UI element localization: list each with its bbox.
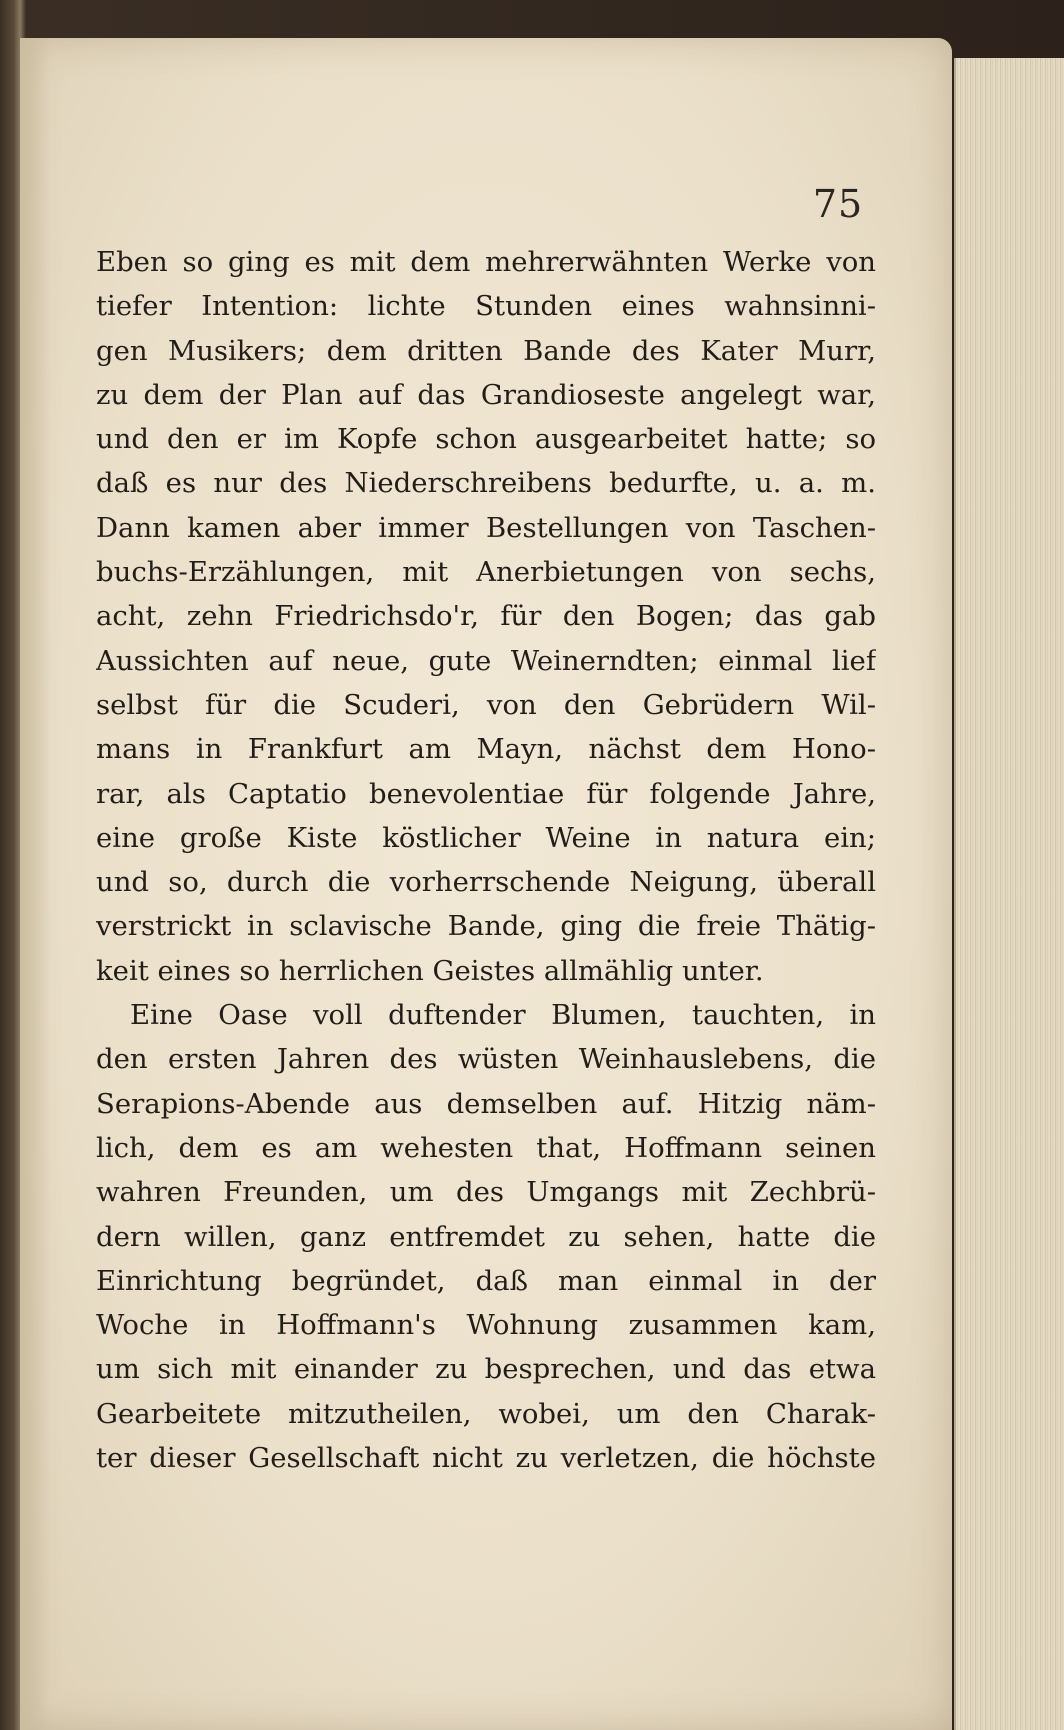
text-line: Dann kamen aber immer Bestellungen von Taschen- [96, 511, 876, 544]
text-line: ter dieser Gesellschaft nicht zu verletzen, die höchste [96, 1442, 876, 1475]
page-edges [954, 58, 1064, 1730]
text-line: Eine Oase voll duftender Blumen, tauchten, in [130, 999, 876, 1032]
text-line: rar, als Captatio benevolentiae für folgende Jahre, [96, 777, 876, 810]
text-line: daß es nur des Niederschreibens bedurfte, u. a. m. [96, 467, 876, 500]
text-line: selbst für die Scuderi, von den Gebrüdern Wil- [96, 688, 876, 721]
text-line: mans in Frankfurt am Mayn, nächst dem Hono- [96, 733, 876, 766]
text-line: buchs-Erzählungen, mit Anerbietungen von sechs, [96, 556, 876, 589]
text-line: keit eines so herrlichen Geistes allmählig unter. [96, 954, 764, 987]
text-line: eine große Kiste köstlicher Weine in natura ein; [96, 821, 876, 854]
text-line: Aussichten auf neue, gute Weinerndten; einmal lief [96, 644, 876, 677]
page-number: 75 [812, 182, 864, 226]
text-line: Woche in Hoffmann's Wohnung zusammen kam, [96, 1309, 876, 1342]
text-line: zu dem der Plan auf das Grandioseste angelegt war, [96, 378, 876, 411]
text-line: dern willen, ganz entfremdet zu sehen, hatte die [96, 1220, 876, 1253]
text-line: wahren Freunden, um des Umgangs mit Zechbrü- [96, 1176, 876, 1209]
page-gutter [20, 38, 50, 1730]
text-line: gen Musikers; dem dritten Bande des Kater Murr, [96, 334, 876, 367]
body-text [96, 240, 876, 1480]
text-line: Gearbeitete mitzutheilen, wobei, um den Charak- [96, 1397, 876, 1430]
text-line: und den er im Kopfe schon ausgearbeitet hatte; so [96, 423, 876, 456]
text-line: acht, zehn Friedrichsdo'r, für den Bogen; das gab [96, 600, 876, 633]
text-line: den ersten Jahren des wüsten Weinhauslebens, die [96, 1043, 876, 1076]
text-line: Eben so ging es mit dem mehrerwähnten Werke von [96, 246, 876, 278]
text-line: lich, dem es am wehesten that, Hoffmann seinen [96, 1131, 876, 1164]
text-line: Serapions-Abende aus demselben auf. Hitzig näm- [96, 1087, 876, 1120]
text-line: Einrichtung begründet, daß man einmal in der [96, 1264, 876, 1297]
text-line: verstrickt in sclavische Bande, ging die freie Thätig- [96, 910, 876, 943]
text-line: tiefer Intention: lichte Stunden eines wahnsinni- [96, 290, 876, 323]
text-line: um sich mit einander zu besprechen, und das etwa [96, 1353, 876, 1386]
text-line: und so, durch die vorherrschende Neigung, überall [96, 866, 876, 899]
